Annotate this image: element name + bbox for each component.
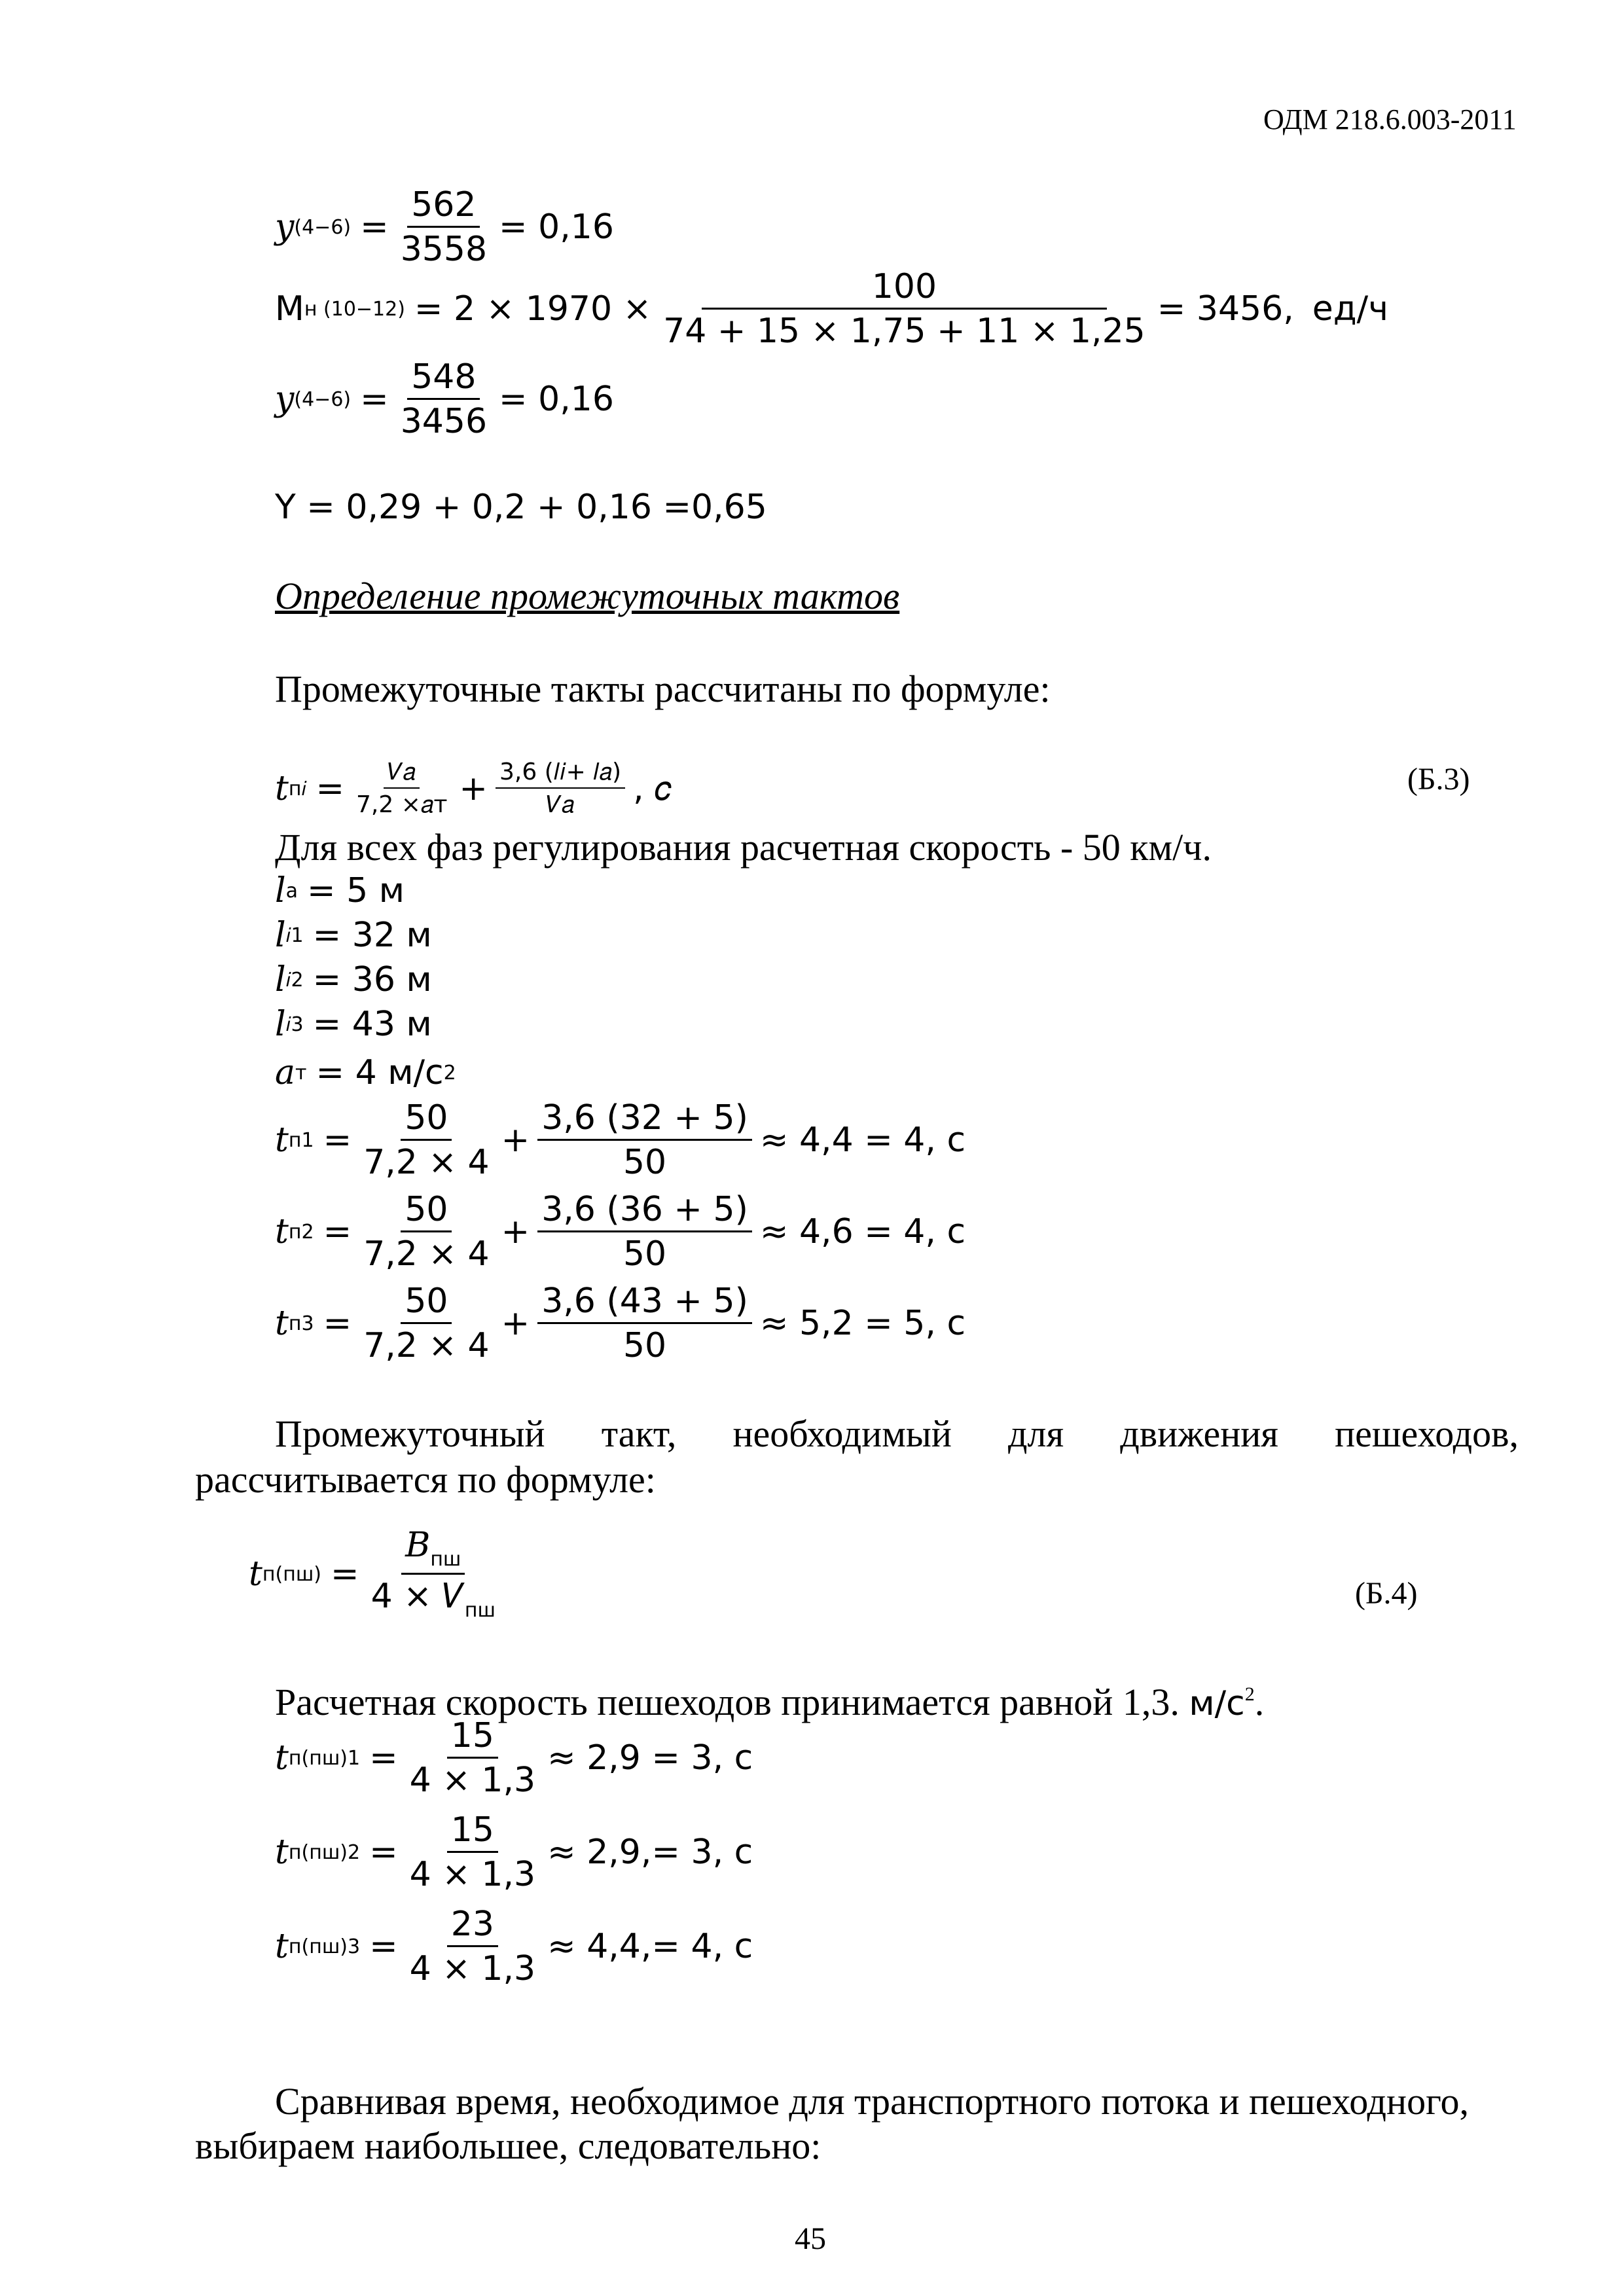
fraction-second	[537, 1100, 752, 1180]
eq-sub: п3	[288, 1312, 314, 1335]
param-li1	[275, 914, 432, 957]
eq-unit: ед/ч	[1312, 289, 1388, 329]
denominator: 74 + 15 × 1,75 + 11 × 1,25	[663, 311, 1146, 351]
param-lhs: 𝑙	[275, 1005, 286, 1044]
eq-lhs: 𝑡	[275, 1121, 289, 1160]
formula-b4: 𝑡 п(пш) = $\frac{𝐵_{пш}}{4 \times 𝑉_{пш}}$	[249, 1518, 507, 1630]
eq-sub: п𝑖	[288, 777, 307, 800]
fraction	[659, 266, 1149, 351]
param-sub: 𝑖2	[285, 968, 304, 992]
word: Промежуточный	[275, 1412, 545, 1455]
equation-tpsh1: 𝑡 п(пш)1 = $\frac{15}{4 \times 1,3}$ ≈ 2,9 = 3, с	[275, 1715, 753, 1800]
eq-lhs: М	[275, 289, 304, 329]
numerator: 23	[447, 1907, 498, 1947]
equation-tp2: 𝑡 п2 = $\frac{50}{7,2 \times 4}$ + $\frac{3,6 (36 + 5)}{50}$ ≈ 4,6 = 4, с	[275, 1189, 966, 1274]
fraction	[397, 187, 491, 267]
fraction	[367, 1528, 499, 1621]
formula-b3-label: (Б.3)	[1407, 762, 1470, 797]
denominator: 7,2 × 4	[363, 1234, 490, 1274]
paragraph-pedestrian-intro-line2: рассчитывается по формуле:	[195, 1458, 656, 1501]
param-rhs: = 4 м/с	[316, 1053, 444, 1092]
equation-y-4-6-first: 𝑦 (4−6) = $\frac{562}{3558}$ = 0,16	[275, 185, 614, 269]
eq-tail: , 𝑐	[633, 768, 672, 808]
denominator	[367, 1575, 499, 1621]
paragraph-conclusion-line1: Сравнивая время, необходимое для транспортного потока и пешеходного,	[275, 2080, 1469, 2123]
para4-end: .	[1254, 1681, 1265, 1723]
numerator: 50	[401, 1283, 452, 1324]
numerator: 3,6 (43 + 5)	[537, 1283, 752, 1324]
param-sub: 𝑖3	[285, 1013, 304, 1036]
numerator: 3,6 (36 + 5)	[537, 1192, 752, 1232]
equation-y-total: Y = 0,29 + 0,2 + 0,16 =0,65	[275, 488, 767, 527]
eq-sub: (4−6)	[294, 387, 352, 411]
fraction-first	[359, 1100, 493, 1180]
numerator: 562	[407, 187, 480, 228]
eq-rhs: = 0,16	[499, 380, 614, 419]
param-li3	[275, 1003, 432, 1046]
param-lhs: 𝑙	[275, 960, 286, 999]
para4-unit: м/с	[1189, 1684, 1245, 1723]
denominator: 50	[623, 1142, 667, 1182]
word: для	[1008, 1412, 1064, 1455]
equation-tp1: 𝑡 п1 = $\frac{50}{7,2 \times 4}$ + $\frac{3,6 (32 + 5)}{50}$ ≈ 4,4 = 4, с	[275, 1098, 966, 1182]
param-sub: а	[285, 879, 298, 903]
denominator: 4 × 1,3	[409, 1854, 536, 1894]
denominator: 4 × 1,3	[409, 1948, 536, 1988]
eq-rhs: ≈ 4,4,= 4, с	[547, 1927, 753, 1966]
paragraph-design-speed: Для всех фаз регулирования расчетная скорость - 50 км/ч.	[275, 826, 1212, 869]
paragraph-pedestrian-intro-line1	[275, 1412, 1519, 1456]
numerator: 50	[401, 1100, 452, 1141]
param-sub: т	[295, 1061, 307, 1085]
fraction-second	[537, 1283, 752, 1363]
eq-lhs: 𝑡	[275, 769, 289, 808]
equation-y-4-6-second: 𝑦 (4−6) = $\frac{548}{3456}$ = 0,16	[275, 357, 614, 441]
denominator: 50	[623, 1234, 667, 1274]
eq-rhs: = 0,16	[499, 207, 614, 247]
eq-sub: п(пш)1	[288, 1746, 361, 1770]
eq-lhs: 𝑡	[275, 1212, 289, 1251]
eq-sub: (4−6)	[294, 215, 352, 239]
eq-lhs: 𝑡	[249, 1554, 262, 1594]
denominator: 7,2 × 4	[363, 1325, 490, 1365]
eq-rhs: ≈ 4,4 = 4, с	[759, 1121, 966, 1160]
numerator: 3,6 (𝑙𝑖+ 𝑙𝑎)	[496, 760, 625, 789]
numerator: 𝑉𝑎	[384, 760, 420, 789]
equation-tpsh3: 𝑡 п(пш)3 = $\frac{23}{4 \times 1,3}$ ≈ 4,4,= 4, с	[275, 1904, 753, 1988]
fraction-second	[496, 760, 625, 817]
eq-sub: п(пш)2	[288, 1840, 361, 1864]
formula-b4-label: (Б.4)	[1355, 1576, 1418, 1611]
param-lhs: 𝑎	[275, 1053, 296, 1092]
numerator: 548	[407, 359, 480, 400]
eq-sub: н (10−12)	[304, 297, 405, 321]
paragraph-conclusion-line2: выбираем наибольшее, следовательно:	[195, 2125, 821, 2167]
denominator: 𝑉𝑎	[546, 791, 575, 818]
equation-tp3: 𝑡 п3 = $\frac{50}{7,2 \times 4}$ + $\frac{3,6 (43 + 5)}{50}$ ≈ 5,2 = 5, с	[275, 1281, 966, 1365]
paragraph-formula-intro: Промежуточные такты рассчитаны по формуле:	[275, 668, 1051, 710]
param-at	[275, 1051, 456, 1094]
plus-sign: +	[459, 769, 488, 808]
eq-sub: п1	[288, 1128, 314, 1152]
eq-lhs: 𝑡	[275, 1304, 289, 1343]
param-li2	[275, 958, 432, 1001]
numerator: 50	[401, 1192, 452, 1232]
den-text: 4 × 𝑉	[370, 1576, 465, 1616]
param-rhs: = 5 м	[307, 871, 405, 910]
eq-lhs: 𝑡	[275, 1833, 289, 1872]
eq-sub: п2	[288, 1220, 314, 1244]
equation-tpsh2: 𝑡 п(пш)2 = $\frac{15}{4 \times 1,3}$ ≈ 2,9,= 3, с	[275, 1810, 753, 1894]
fraction-first	[359, 1189, 493, 1274]
fraction	[406, 1715, 539, 1800]
eq-rhs: ≈ 2,9,= 3, с	[547, 1833, 753, 1872]
param-rhs: = 32 м	[312, 916, 432, 955]
fraction-first	[352, 760, 451, 817]
numerator: 100	[702, 269, 1107, 310]
eq-lhs: 𝑡	[275, 1738, 289, 1778]
denominator: 7,2 × 4	[363, 1142, 490, 1182]
denominator: 50	[623, 1325, 667, 1365]
section-title: Определение промежуточных тактов	[275, 575, 900, 617]
word: пешеходов,	[1335, 1412, 1519, 1455]
fraction-first	[359, 1283, 493, 1363]
formula-b3: 𝑡 п𝑖 = $\frac{\text{𝑉𝑎}}{\text{7,2 ×𝑎т}}$ + $\frac{\text{3,6 (𝑙𝑖+ 𝑙𝑎)}}{\text{𝑉𝑎}}$ , 𝑐	[275, 759, 672, 818]
eq-lhs: 𝑦	[275, 380, 295, 419]
param-sub: 𝑖1	[285, 924, 304, 947]
fraction	[406, 1812, 539, 1892]
para4-sup: 2	[1244, 1683, 1255, 1705]
numerator: 3,6 (32 + 5)	[537, 1100, 752, 1141]
param-rhs: = 36 м	[312, 960, 432, 999]
param-lhs: 𝑙	[275, 871, 286, 910]
fraction	[406, 1904, 539, 1988]
param-la	[275, 869, 405, 912]
document-code: ОДМ 218.6.003-2011	[1263, 103, 1517, 135]
fraction-second	[537, 1189, 752, 1274]
word: необходимый	[732, 1412, 952, 1455]
denominator: 7,2 ×𝑎т	[356, 791, 448, 818]
eq-sub: п(пш)	[262, 1562, 321, 1586]
den-sub: пш	[464, 1598, 496, 1622]
numerator	[401, 1528, 465, 1575]
eq-sub: п(пш)3	[288, 1935, 361, 1958]
eq-pre: = 2 × 1970 ×	[414, 289, 652, 329]
denominator: 3558	[400, 229, 488, 269]
denominator: 4 × 1,3	[409, 1760, 536, 1800]
para4-text: Расчетная скорость пешеходов принимается равной 1,3.	[275, 1681, 1180, 1723]
param-lhs: 𝑙	[275, 916, 286, 955]
num-symbol: 𝐵	[405, 1526, 431, 1565]
eq-rhs: ≈ 2,9 = 3, с	[547, 1738, 753, 1778]
eq-lhs: 𝑡	[275, 1927, 289, 1966]
eq-rhs: ≈ 5,2 = 5, с	[759, 1304, 966, 1343]
equation-m-n-10-12	[275, 257, 1388, 361]
fraction	[397, 359, 491, 439]
num-sub: пш	[430, 1548, 461, 1571]
eq-lhs: 𝑦	[275, 207, 295, 247]
numerator: 15	[447, 1812, 498, 1853]
word: движения	[1120, 1412, 1278, 1455]
denominator: 3456	[400, 401, 488, 441]
eq-rhs: = 3456,	[1157, 289, 1294, 329]
eq-rhs: ≈ 4,6 = 4, с	[759, 1212, 966, 1251]
param-rhs: = 43 м	[312, 1005, 432, 1044]
page-number: 45	[795, 2221, 826, 2256]
param-sup: 2	[443, 1061, 456, 1085]
word: такт,	[601, 1412, 677, 1455]
numerator: 15	[447, 1718, 498, 1759]
